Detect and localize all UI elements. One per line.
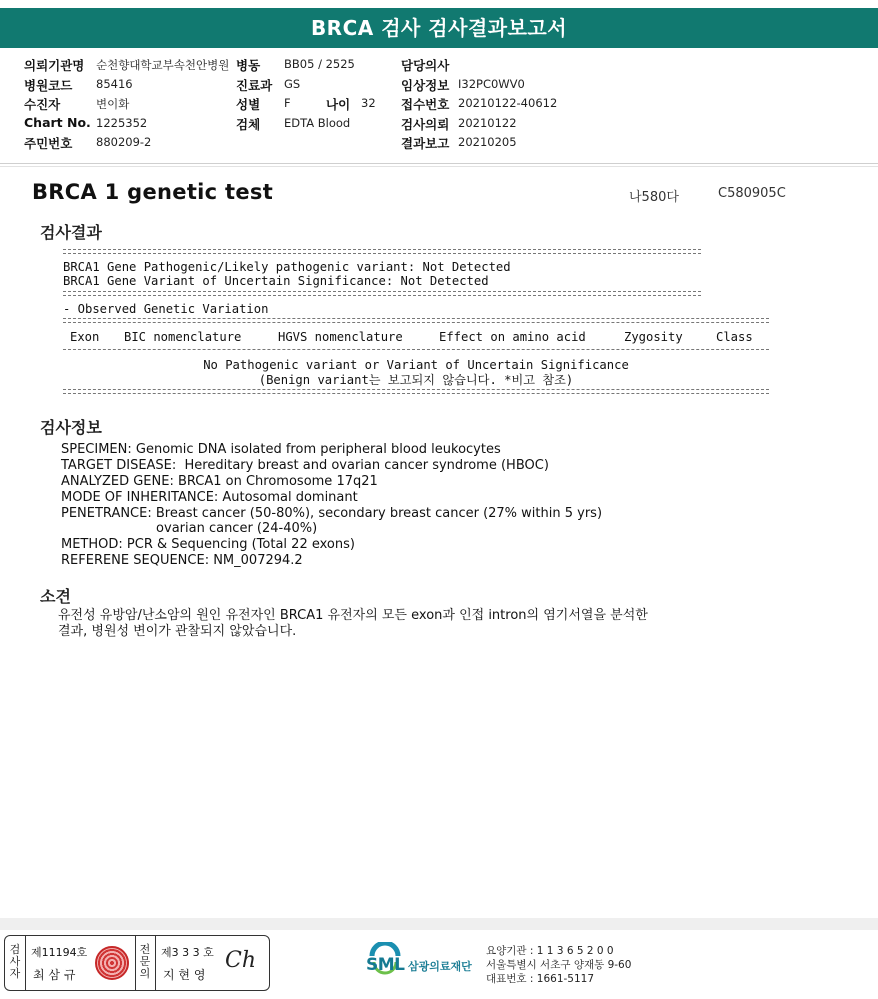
observed-variation-label: - Observed Genetic Variation	[63, 302, 269, 316]
label-report-date: 결과보고	[401, 136, 450, 151]
org-name: 삼광의료재단	[408, 960, 472, 973]
test-info-method: METHOD: PCR & Sequencing (Total 22 exons)	[61, 537, 355, 552]
specialist-name: 지 현 영	[163, 968, 206, 982]
result-line-2: BRCA1 Gene Variant of Uncertain Significance: Not Detected	[63, 274, 489, 288]
value-ward: BB05 / 2525	[284, 57, 355, 71]
value-hospital-code: 85416	[96, 77, 133, 91]
label-age: 나이	[326, 97, 351, 112]
examiner-label: 검사자	[9, 943, 21, 980]
label-sex: 성별	[236, 97, 261, 112]
value-clinical-info: I32PC0WV0	[458, 77, 525, 91]
signature-box	[4, 935, 270, 991]
report-title: BRCA 1 genetic test	[32, 180, 274, 204]
signature-divider	[25, 936, 26, 990]
test-info-penetrance: PENETRANCE: Breast cancer (50-80%), secondary breast cancer (27% within 5 yrs)	[61, 506, 603, 521]
col-zygosity: Zygosity	[624, 330, 683, 344]
label-chart-no: Chart No.	[24, 115, 91, 130]
result-rule-top	[63, 249, 701, 254]
variant-table-rule-bottom	[63, 389, 769, 394]
institution-code: 요양기관 : 1 1 3 6 5 2 0 0	[486, 945, 614, 957]
patient-info-panel	[0, 52, 878, 164]
no-variant-line-1: No Pathogenic variant or Variant of Uncertain Significance	[203, 358, 629, 372]
label-hospital-code: 병원코드	[24, 78, 73, 93]
col-hgvs: HGVS nomenclature	[278, 330, 403, 344]
label-receipt-no: 접수번호	[401, 97, 450, 112]
result-heading: 검사결과	[40, 223, 102, 242]
header-divider	[0, 163, 878, 164]
test-info-penetrance-ovarian: ovarian cancer (24-40%)	[61, 521, 318, 536]
result-rule-mid	[63, 291, 701, 296]
opinion-line-1: 유전성 유방암/난소암의 원인 유전자인 BRCA1 유전자의 모든 exon과 인접 intron의 염기서열을 분석한	[58, 608, 648, 623]
test-info-heading: 검사정보	[40, 418, 102, 437]
sml-logo-text: SML	[366, 955, 405, 975]
value-chart-no: 1225352	[96, 116, 148, 130]
opinion-line-2: 결과, 병원성 변이가 관찰되지 않았습니다.	[58, 624, 297, 639]
specialist-signature: Ch	[225, 948, 257, 973]
label-resident-no: 주민번호	[24, 136, 73, 151]
signature-divider	[135, 936, 136, 990]
no-variant-line-2: (Benign variant는 보고되지 않습니다. *비고 참조)	[258, 373, 574, 387]
label-specimen: 검체	[236, 117, 261, 132]
label-patient: 수진자	[24, 97, 61, 112]
label-institution: 의뢰기관명	[24, 58, 85, 73]
org-phone: 대표번호 : 1661-5117	[486, 973, 595, 985]
col-effect: Effect on amino acid	[439, 330, 586, 344]
report-code-1: 나580다	[629, 190, 679, 205]
label-doctor: 담당의사	[401, 58, 450, 73]
examiner-license-no: 제11194호	[31, 946, 88, 959]
col-bic: BIC nomenclature	[124, 330, 242, 344]
specialist-label: 전문의	[139, 943, 151, 980]
value-department: GS	[284, 77, 301, 91]
footer-band	[0, 918, 878, 930]
result-line-1: BRCA1 Gene Pathogenic/Likely pathogenic variant: Not Detected	[63, 260, 511, 274]
col-exon: Exon	[70, 330, 100, 344]
value-receipt-no: 20210122-40612	[458, 96, 558, 110]
specialist-license-no: 제3 3 3 호	[161, 946, 214, 959]
label-ward: 병동	[236, 58, 261, 73]
org-address: 서울특별시 서초구 양재동 9-60	[486, 959, 632, 971]
value-request-date: 20210122	[458, 116, 517, 130]
value-report-date: 20210205	[458, 135, 517, 149]
variant-table-rule-top	[63, 318, 769, 323]
test-info-reference: REFERENE SEQUENCE: NM_007294.2	[61, 553, 303, 568]
variant-table-rule-header	[63, 349, 769, 350]
value-age: 32	[361, 96, 376, 110]
opinion-heading: 소견	[40, 587, 71, 606]
value-sex: F	[284, 96, 291, 110]
header-divider-2	[0, 166, 878, 167]
test-info-target-disease: TARGET DISEASE: Hereditary breast and ovarian cancer syndrome (HBOC)	[61, 458, 549, 473]
report-banner: BRCA 검사 검사결과보고서	[0, 8, 878, 48]
value-patient: 변이화	[96, 97, 130, 111]
test-info-specimen: SPECIMEN: Genomic DNA isolated from peripheral blood leukocytes	[61, 442, 501, 457]
col-class: Class	[716, 330, 753, 344]
value-specimen: EDTA Blood	[284, 116, 351, 130]
examiner-seal	[95, 946, 129, 980]
signature-divider	[155, 936, 156, 990]
label-clinical-info: 임상정보	[401, 78, 450, 93]
test-info-inheritance: MODE OF INHERITANCE: Autosomal dominant	[61, 490, 358, 505]
value-institution: 순천향대학교부속천안병원	[96, 58, 230, 72]
examiner-name: 최 삼 규	[33, 968, 76, 982]
test-info-analyzed-gene: ANALYZED GENE: BRCA1 on Chromosome 17q21	[61, 474, 378, 489]
label-department: 진료과	[236, 78, 273, 93]
report-code-2: C580905C	[718, 186, 786, 201]
label-request-date: 검사의뢰	[401, 117, 450, 132]
value-resident-no: 880209-2	[96, 135, 152, 149]
